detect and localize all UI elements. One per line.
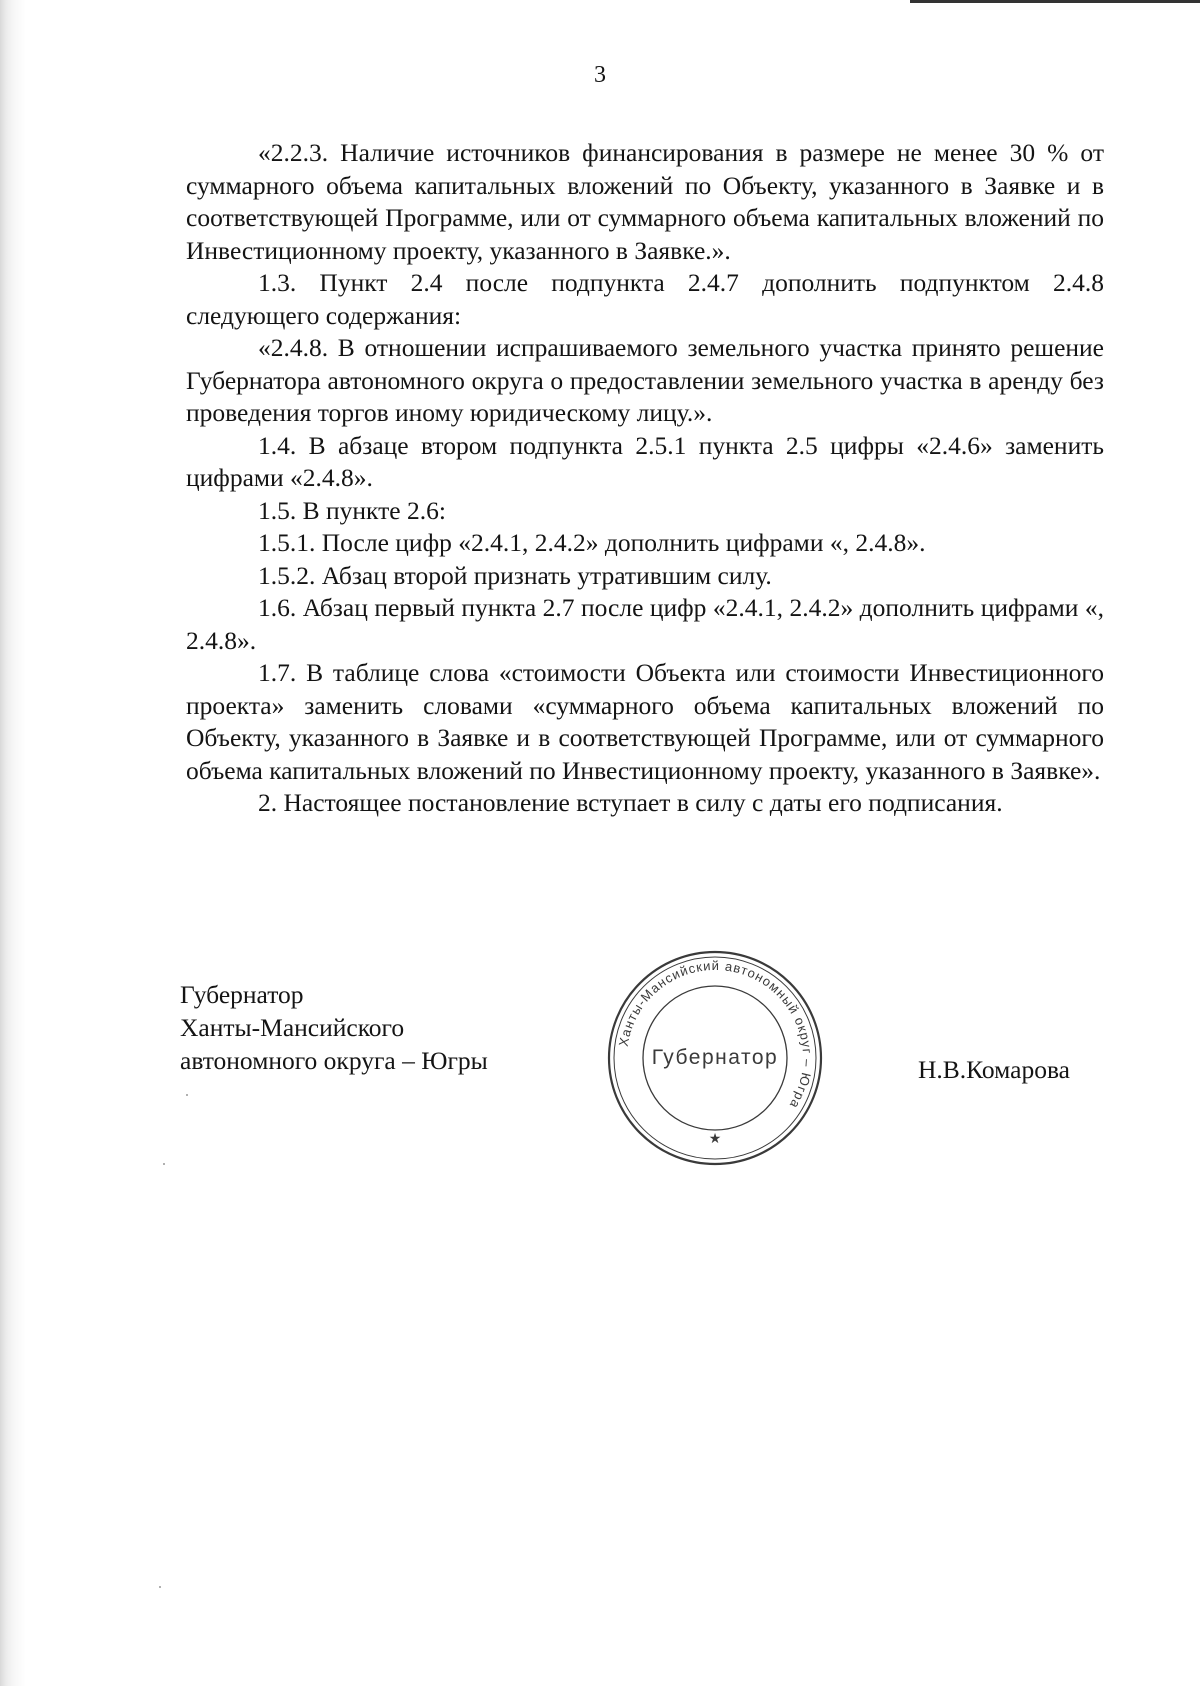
- seal-star-icon: ★: [708, 1130, 722, 1146]
- paragraph-1-3: 1.3. Пункт 2.4 после подпункта 2.4.7 дополнить подпунктом 2.4.8 следующего содержания:: [186, 268, 1104, 330]
- paragraph-2: 2. Настоящее постановление вступает в силу с даты его подписания.: [258, 788, 1003, 817]
- paragraph-1-6: 1.6. Абзац первый пункта 2.7 после цифр «2.4.1, 2.4.2» дополнить цифрами «, 2.4.8».: [186, 593, 1104, 655]
- official-seal: [605, 948, 825, 1168]
- seal-center-text: Губернатор: [651, 1046, 779, 1069]
- paragraph-1-5-2: 1.5.2. Абзац второй признать утратившим силу.: [258, 560, 772, 590]
- scan-speck: [186, 1094, 188, 1096]
- paragraph-1-4: 1.4. В абзаце втором подпункта 2.5.1 пункта 2.5 цифры «2.4.6» заменить цифрами «2.4.8».: [186, 430, 1104, 492]
- seal-ring-text: Ханты-Мансийский автономный округ – Югра: [615, 957, 816, 1112]
- scan-edge-shadow: [0, 0, 26, 1686]
- paragraph-1-7: 1.7. В таблице слова «стоимости Объекта или стоимости Инвестиционного проекта» заменить словами «суммарного объема капитальных вложений по Объекту, указанного в Заявке и в соответствующей Программе, или от суммарного объема капитальных вложений по Инвестиционному проекту, указанного в Заявке».: [186, 658, 1104, 785]
- document-body: [186, 137, 1104, 820]
- signature-position: [180, 978, 560, 1077]
- paragraph-2-4-8: «2.4.8. В отношении испрашиваемого земельного участка принято решение Губернатора автономного округа о предоставлении земельного участка в аренду без проведения торгов иному юридическому лицу.».: [186, 333, 1104, 427]
- signer-name: Н.В.Комарова: [918, 1055, 1070, 1084]
- scan-speck: [159, 1586, 161, 1588]
- position-line: автономного округа – Югры: [180, 1046, 488, 1075]
- top-rule: [910, 0, 1200, 3]
- scan-speck: [163, 1163, 165, 1165]
- page-number: 3: [594, 62, 606, 88]
- position-line: Губернатор: [180, 980, 304, 1009]
- position-line: Ханты-Мансийского: [180, 1013, 405, 1042]
- paragraph-1-5: 1.5. В пункте 2.6:: [258, 495, 446, 525]
- paragraph-2-2-3: «2.2.3. Наличие источников финансирования в размере не менее 30 % от суммарного объема капитальных вложений по Объекту, указанного в Заявке и в соответствующей Программе, или от суммарного объема капитальных вложений по Инвестиционному проекту, указанного в Заявке.».: [186, 138, 1104, 265]
- paragraph-1-5-1: 1.5.1. После цифр «2.4.1, 2.4.2» дополнить цифрами «, 2.4.8».: [258, 528, 926, 557]
